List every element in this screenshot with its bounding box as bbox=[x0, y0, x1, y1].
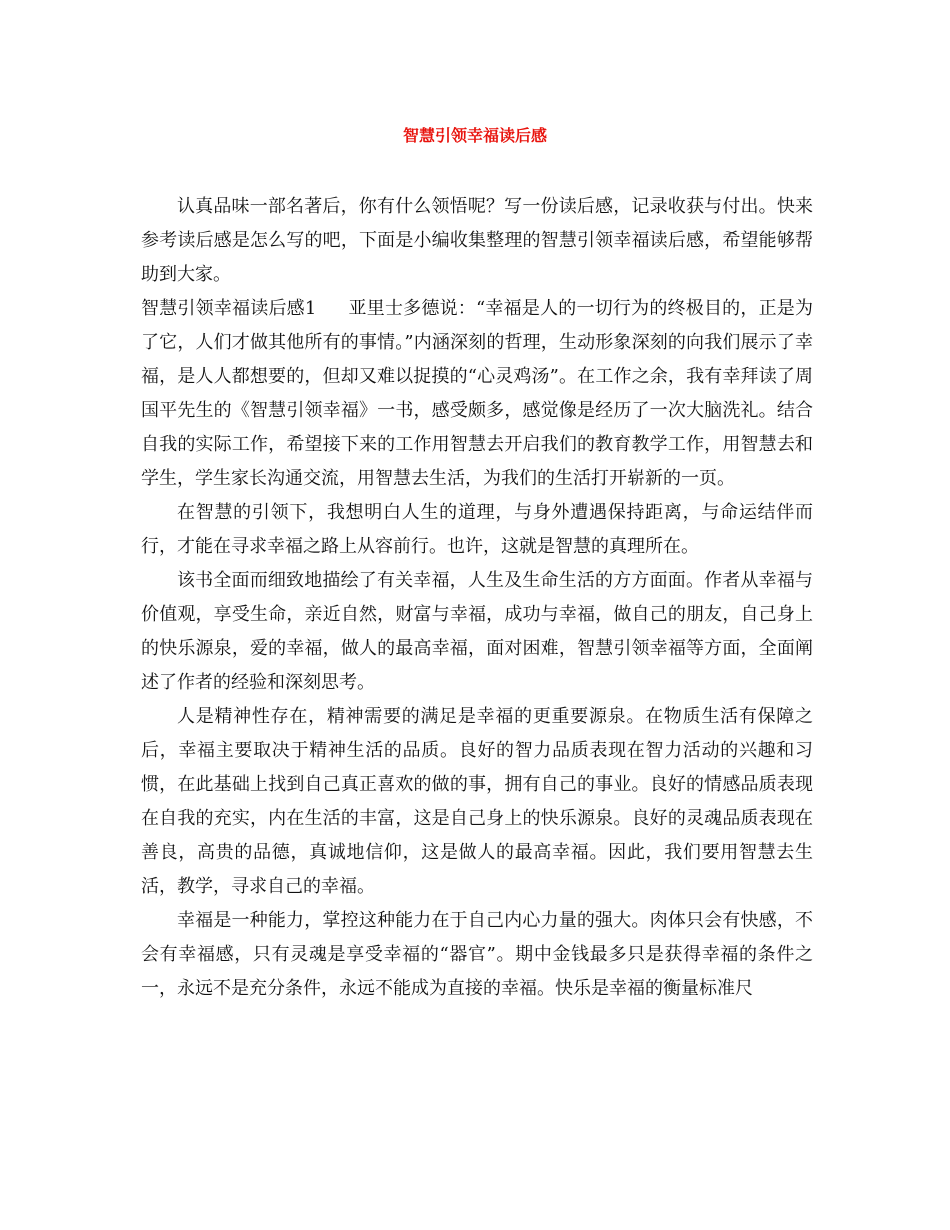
section-1-text: 亚里士多德说：“幸福是人的一切行为的终极目的，正是为了它，人们才做其他所有的事情。”内涵深刻的哲理，生动形象深刻的向我们展示了幸福，是人人都想要的，但却又难以捉摸的“心灵鸡汤”。在工作之余，我有幸拜读了周国平先生的《智慧引领幸福》一书，感受颇多，感觉像是经历了一次大脑洗礼。结合自我的实际工作，希望接下来的工作用智慧去开启我们的教育教学工作，用智慧去和学生，学生家长沟通交流，用智慧去生活，为我们的生活打开崭新的一页。 bbox=[141, 298, 813, 489]
paragraph-2: 在智慧的引领下，我想明白人生的道理，与身外遭遇保持距离，与命运结伴而行，才能在寻求幸福之路上从容前行。也许，这就是智慧的真理所在。 bbox=[141, 502, 813, 557]
document-title: 智慧引领幸福读后感 bbox=[402, 126, 547, 145]
paragraph-3: 该书全面而细致地描绘了有关幸福，人生及生命生活的方方面面。作者从幸福与价值观，享受生命，亲近自然，财富与幸福，成功与幸福，做自己的朋友，自己身上的快乐源泉，爱的幸福，做人的最高幸福，面对困难，智慧引领幸福等方面，全面阐述了作者的经验和深刻思考。 bbox=[141, 570, 813, 693]
intro-paragraph: 认真品味一部名著后，你有什么领悟呢？写一份读后感，记录收获与付出。快来参考读后感是怎么写的吧，下面是小编收集整理的智慧引领幸福读后感，希望能够帮助到大家。 bbox=[141, 196, 813, 285]
paragraph-4: 人是精神性存在，精神需要的满足是幸福的更重要源泉。在物质生活有保障之后，幸福主要取决于精神生活的品质。良好的智力品质表现在智力活动的兴趣和习惯，在此基础上找到自己真正喜欢的做的事，拥有自己的事业。良好的情感品质表现在自我的充实，内在生活的丰富，这是自己身上的快乐源泉。良好的灵魂品质表现在善良，高贵的品德，真诚地信仰，这是做人的最高幸福。因此，我们要用智慧去生活，教学，寻求自己的幸福。 bbox=[141, 706, 813, 897]
paragraph-5: 幸福是一种能力，掌控这种能力在于自己内心力量的强大。肉体只会有快感，不会有幸福感，只有灵魂是享受幸福的“器官”。期中金钱最多只是获得幸福的条件之一，永远不是充分条件，永远不能成为直接的幸福。快乐是幸福的衡量标准尺 bbox=[141, 910, 813, 999]
section-1-paragraph bbox=[141, 292, 813, 496]
document-body bbox=[141, 190, 813, 1006]
section-1-heading: 智慧引领幸福读后感1 bbox=[141, 298, 317, 319]
